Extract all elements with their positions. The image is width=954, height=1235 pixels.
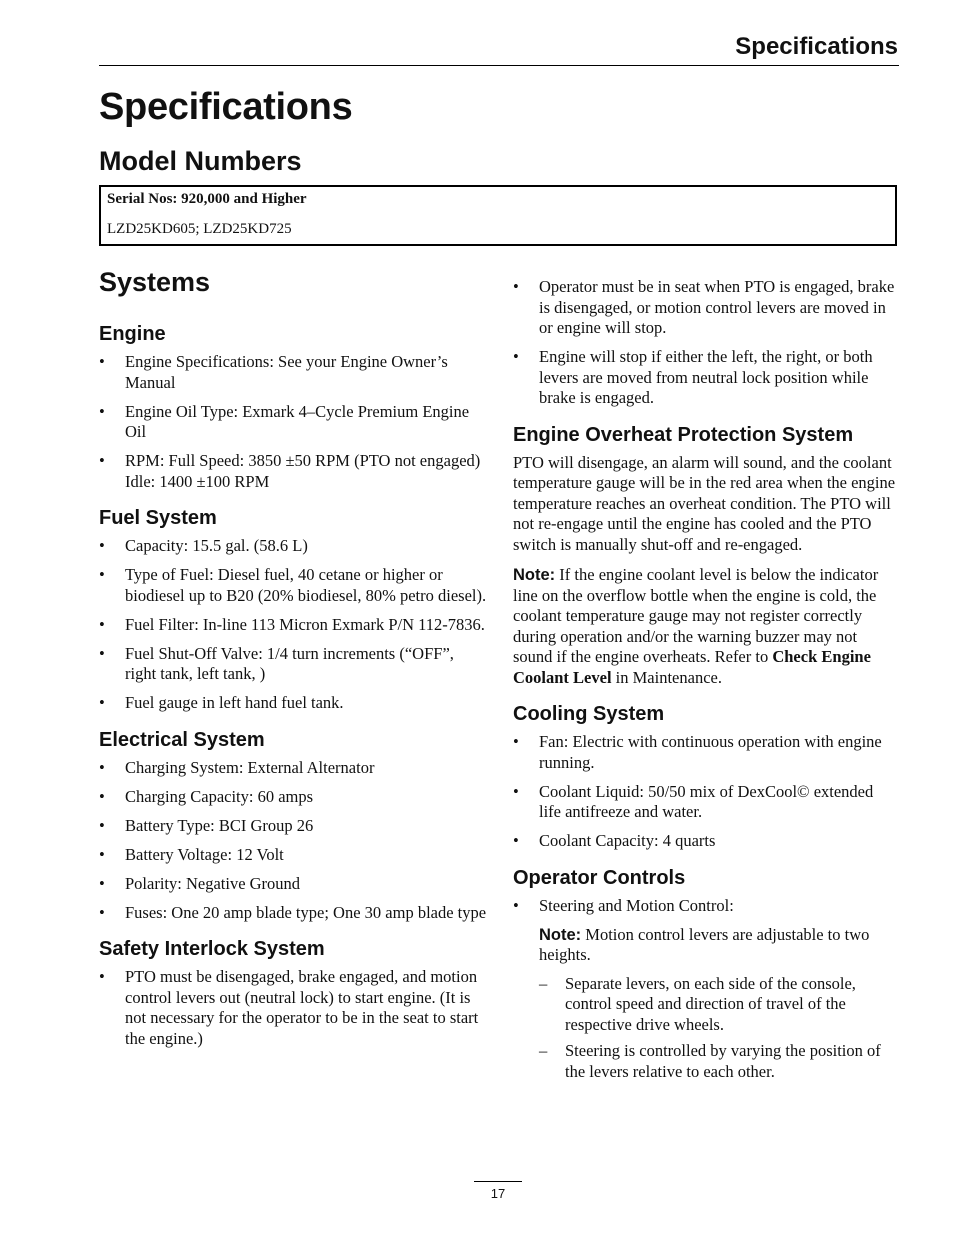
cross-reference-link[interactable]: Check Engine Coolant Level: [513, 647, 871, 687]
list-item: • Steering and Motion Control:: [513, 896, 897, 917]
systems-heading: Systems: [99, 267, 211, 297]
list-item: • Capacity: 15.5 gal. (58.6 L): [99, 536, 489, 557]
note-text: Motion control levers are adjustable to two heights.: [539, 924, 870, 964]
list-item: • Fuel Filter: In-line 113 Micron Exmark P/N 112-7836.: [99, 615, 489, 636]
serial-numbers-label: Serial Nos: 920,000 and Higher: [107, 191, 307, 207]
engine-section: [99, 322, 489, 492]
note-text: If the engine coolant level is below the indicator line on the overflow bottle when the engine is cold, the coolant temperature gauge may not register correctly during operation and/or the warning buzzer may not sound if the engine overheats. Refer to: [513, 565, 879, 666]
list-item: • Fuel Shut-Off Valve: 1/4 turn increments (“OFF”, right tank, left tank, ): [99, 644, 489, 685]
list-item: • Fan: Electric with continuous operation with engine running.: [513, 732, 897, 773]
list-item: • PTO must be disengaged, brake engaged, and motion control levers out (neutral lock) to start engine. (It is not necessary for the operator to be in the seat to start the engine.): [99, 967, 489, 1049]
page-title: Specifications: [99, 86, 353, 128]
list-item: • RPM: Full Speed: 3850 ±50 RPM (PTO not engaged) Idle: 1400 ±100 RPM: [99, 451, 489, 492]
safety-interlock-heading: Safety Interlock System: [99, 938, 325, 960]
overheat-section: [513, 423, 897, 689]
electrical-list: [99, 758, 489, 924]
fuel-section: [99, 506, 489, 714]
list-item: • Coolant Capacity: 4 quarts: [513, 831, 897, 852]
footer-rule: [474, 1181, 522, 1182]
left-column: [99, 322, 489, 1063]
safety-interlock-list-left: [99, 967, 489, 1049]
safety-interlock-list-right: [513, 277, 897, 409]
safety-interlock-section: [99, 937, 489, 1049]
operator-controls-heading: Operator Controls: [513, 866, 686, 889]
operator-controls-list: [513, 896, 897, 917]
list-item: – Steering is controlled by varying the position of the levers relative to each other.: [539, 1041, 897, 1082]
page-number: 17: [490, 1186, 506, 1201]
operator-note: [513, 925, 897, 966]
note-label: Note:: [513, 566, 556, 584]
list-item: • Coolant Liquid: 50/50 mix of DexCool© extended life antifreeze and water.: [513, 782, 897, 823]
engine-heading: Engine: [99, 323, 166, 345]
electrical-heading: Electrical System: [99, 728, 265, 751]
running-header-title: Specifications: [735, 33, 898, 60]
engine-list: [99, 352, 489, 492]
model-numbers-table: [99, 185, 897, 246]
cooling-list: [513, 732, 897, 852]
fuel-list: [99, 536, 489, 714]
list-item: • Engine Specifications: See your Engine Owner’s Manual: [99, 352, 489, 393]
cooling-heading: Cooling System: [513, 703, 665, 725]
list-item: • Engine will stop if either the left, the right, or both levers are moved from neutral lock position while brake is engaged.: [513, 347, 897, 409]
list-item: • Polarity: Negative Ground: [99, 874, 489, 895]
list-item: • Charging System: External Alternator: [99, 758, 489, 779]
list-item: • Type of Fuel: Diesel fuel, 40 cetane or higher or biodiesel up to B20 (20% biodiesel, 80% petro diesel).: [99, 565, 489, 606]
overheat-paragraph: PTO will disengage, an alarm will sound, and the coolant temperature gauge will be in the red area when the engine temperature reaches an overheat condition. The PTO will not re-engage until the engine has cooled and the PTO switch is manually shut-off and re-engaged.: [513, 452, 896, 554]
note-tail: in Maintenance.: [615, 667, 722, 687]
cooling-section: [513, 702, 897, 852]
header-rule: [99, 65, 899, 66]
list-item: • Operator must be in seat when PTO is engaged, brake is disengaged, or motion control levers are moved in or engine will stop.: [513, 277, 897, 339]
list-item: • Battery Type: BCI Group 26: [99, 816, 489, 837]
list-item: – Separate levers, on each side of the console, control speed and direction of travel of the respective drive wheels.: [539, 974, 897, 1036]
list-item: • Fuel gauge in left hand fuel tank.: [99, 693, 489, 714]
list-item: • Engine Oil Type: Exmark 4–Cycle Premium Engine Oil: [99, 402, 489, 443]
right-column: [513, 277, 897, 1096]
overheat-heading: Engine Overheat Protection System: [513, 423, 854, 446]
list-item: • Battery Voltage: 12 Volt: [99, 845, 489, 866]
electrical-section: [99, 728, 489, 924]
note-label: Note:: [539, 925, 582, 944]
fuel-heading: Fuel System: [99, 507, 217, 529]
overheat-note: [513, 565, 897, 688]
list-item: • Fuses: One 20 amp blade type; One 30 amp blade type: [99, 903, 489, 924]
operator-sub-list: [513, 974, 897, 1083]
operator-controls-section: [513, 866, 897, 1083]
list-item: • Charging Capacity: 60 amps: [99, 787, 489, 808]
model-numbers-value: LZD25KD605; LZD25KD725: [107, 221, 292, 237]
model-numbers-heading: Model Numbers: [99, 146, 302, 176]
